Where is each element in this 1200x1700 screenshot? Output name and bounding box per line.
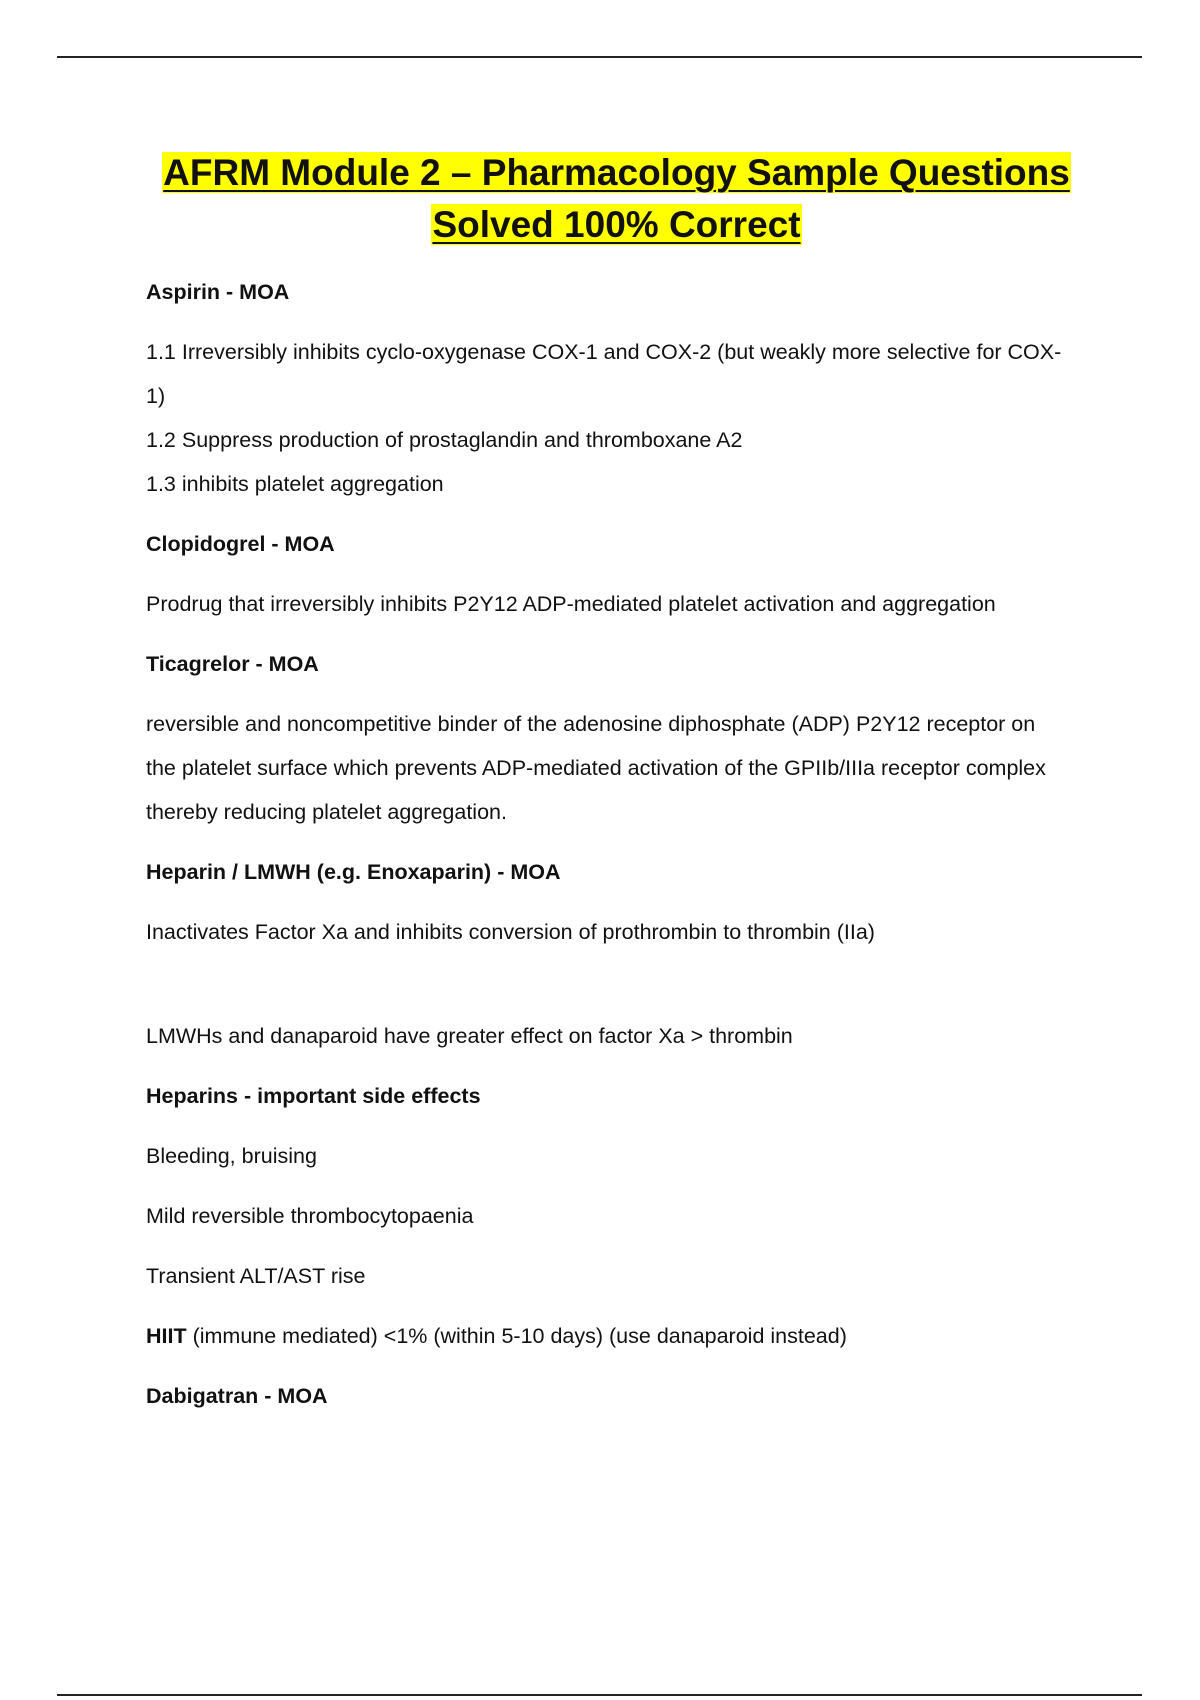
hiit-label: HIIT [146,1324,187,1348]
document-title [145,147,1088,251]
clopidogrel-heading: Clopidogrel - MOA [146,532,335,556]
heparin-text-1: Inactivates Factor Xa and inhibits conversion of prothrombin to thrombin (IIa) [146,920,875,944]
ticagrelor-line: the platelet surface which prevents ADP-mediated activation of the GPIIb/IIIa receptor complex [146,756,1046,780]
hiit-text: (immune mediated) <1% (within 5-10 days) (use danaparoid instead) [186,1324,847,1348]
aspirin-text [146,330,1096,506]
heparin-text-2: LMWHs and danaparoid have greater effect on factor Xa > thrombin [146,1024,793,1048]
ticagrelor-line: reversible and noncompetitive binder of the adenosine diphosphate (ADP) P2Y12 receptor on [146,712,1036,736]
document-body [146,270,1096,1434]
title-line-1: AFRM Module 2 – Pharmacology Sample Questions [163,152,1070,193]
ticagrelor-text [146,702,1096,834]
side-effects-heading: Heparins - important side effects [146,1084,481,1108]
aspirin-line: 1) [146,384,166,408]
clopidogrel-text: Prodrug that irreversibly inhibits P2Y12 ADP-mediated platelet activation and aggregation [146,592,996,616]
footer-rule [57,1694,1142,1696]
aspirin-line: 1.1 Irreversibly inhibits cyclo-oxygenase COX-1 and COX-2 (but weakly more selective for COX- [146,340,1062,364]
aspirin-heading: Aspirin - MOA [146,280,290,304]
aspirin-line: 1.2 Suppress production of prostaglandin and thromboxane A2 [146,428,743,452]
ticagrelor-line: thereby reducing platelet aggregation. [146,800,507,824]
aspirin-line: 1.3 inhibits platelet aggregation [146,472,444,496]
ticagrelor-heading: Ticagrelor - MOA [146,652,319,676]
paragraph-spacer [146,970,1096,1014]
header-rule [57,56,1142,58]
side-effect-item: Mild reversible thrombocytopaenia [146,1204,474,1228]
heparin-heading: Heparin / LMWH (e.g. Enoxaparin) - MOA [146,860,561,884]
side-effect-item: Bleeding, bruising [146,1144,317,1168]
side-effect-item: Transient ALT/AST rise [146,1264,366,1288]
title-line-2: Solved 100% Correct [432,204,801,245]
hiit-line [146,1314,1096,1358]
dabigatran-heading: Dabigatran - MOA [146,1384,328,1408]
